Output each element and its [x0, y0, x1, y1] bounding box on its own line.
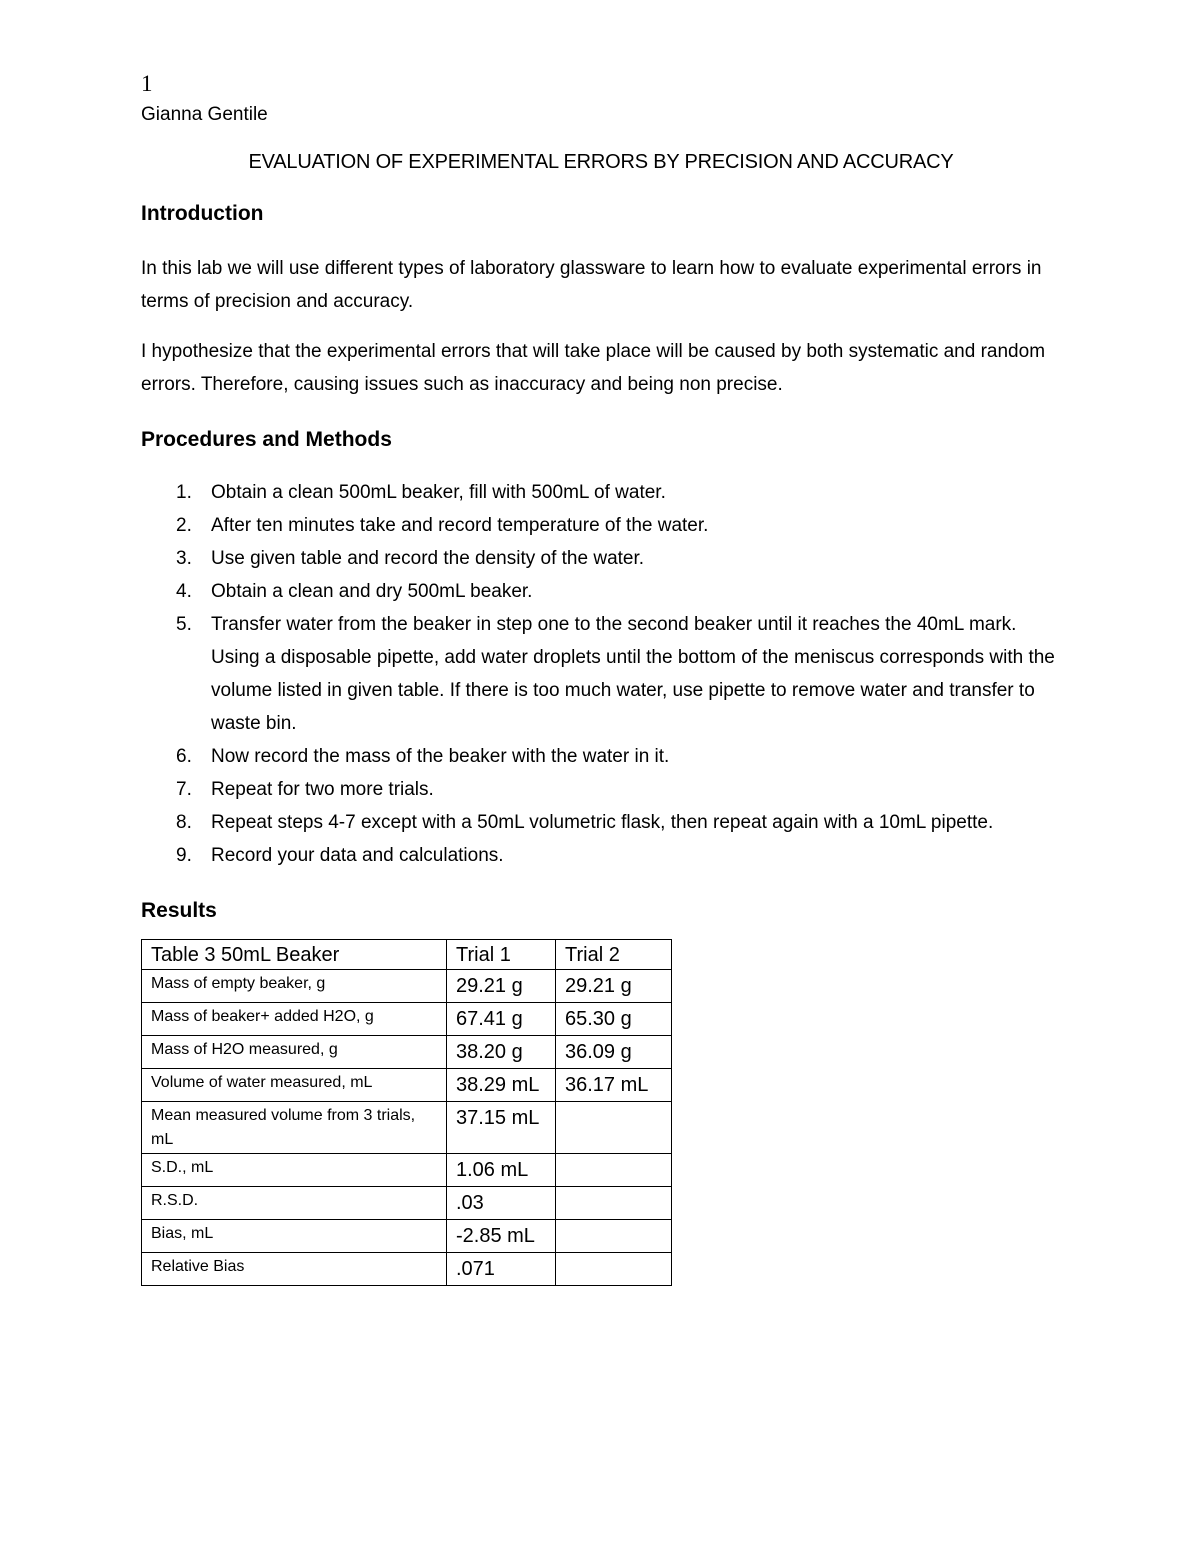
step-number: 5.: [176, 614, 192, 635]
table-cell: 38.20 g: [447, 1036, 556, 1069]
table-cell: 36.09 g: [556, 1036, 672, 1069]
table-cell: 67.41 g: [447, 1003, 556, 1036]
step-number: 2.: [176, 515, 192, 536]
table-row: [142, 1036, 672, 1069]
table-header-cell: Trial 2: [556, 940, 672, 970]
step-text: After ten minutes take and record temperature of the water.: [211, 515, 709, 536]
step-text: Repeat for two more trials.: [211, 779, 434, 800]
hypothesis-paragraph: I hypothesize that the experimental errors that will take place will be caused by both systematic and random errors. Therefore, causing issues such as inaccuracy and being non precise.: [141, 341, 1046, 395]
table-cell: [556, 1102, 672, 1154]
procedure-step: [141, 773, 1061, 806]
table-cell: .071: [447, 1253, 556, 1286]
step-number: 7.: [176, 779, 192, 800]
introduction-heading: Introduction: [141, 202, 264, 225]
author-name: Gianna Gentile: [141, 104, 268, 125]
step-number: 3.: [176, 548, 192, 569]
procedure-step: [141, 542, 1061, 575]
table-row: [142, 1154, 672, 1187]
step-number: 8.: [176, 812, 192, 833]
procedure-step: [141, 839, 1061, 872]
table-cell: 1.06 mL: [447, 1154, 556, 1187]
table-cell: [556, 1253, 672, 1286]
procedure-step: [141, 608, 1061, 740]
table-cell: R.S.D.: [142, 1187, 447, 1220]
step-text: Record your data and calculations.: [211, 845, 504, 866]
table-cell: -2.85 mL: [447, 1220, 556, 1253]
procedure-step: [141, 806, 1061, 839]
procedure-steps-list: [141, 476, 1061, 872]
table-row: [142, 970, 672, 1003]
step-text: Repeat steps 4-7 except with a 50mL volumetric flask, then repeat again with a 10mL pipette.: [211, 812, 994, 833]
results-heading: Results: [141, 899, 217, 922]
table-row: [142, 1003, 672, 1036]
step-number: 4.: [176, 581, 192, 602]
table-cell: [556, 1187, 672, 1220]
table-header-row: [142, 940, 672, 970]
document-title: EVALUATION OF EXPERIMENTAL ERRORS BY PRECISION AND ACCURACY: [248, 151, 954, 173]
procedure-step: [141, 575, 1061, 608]
table-row: [142, 1253, 672, 1286]
table-cell: 29.21 g: [556, 970, 672, 1003]
step-number: 6.: [176, 746, 192, 767]
table-row: [142, 1220, 672, 1253]
step-text: Use given table and record the density of the water.: [211, 548, 645, 569]
table-cell: Mass of beaker+ added H2O, g: [142, 1003, 447, 1036]
table-cell: Bias, mL: [142, 1220, 447, 1253]
step-number: 9.: [176, 845, 192, 866]
results-table: [141, 939, 672, 1286]
table-cell: Volume of water measured, mL: [142, 1069, 447, 1102]
table-cell: 65.30 g: [556, 1003, 672, 1036]
step-text: Obtain a clean and dry 500mL beaker.: [211, 581, 533, 602]
step-text: Transfer water from the beaker in step one to the second beaker until it reaches the 40mL mark. Using a disposable pipette, add water droplets until the bottom of the meniscus corresponds with the volume listed in given table. If there is too much water, use pipette to remove water and transfer to waste bin.: [211, 614, 1055, 734]
procedure-step: [141, 509, 1061, 542]
table-cell: 38.29 mL: [447, 1069, 556, 1102]
table-cell: .03: [447, 1187, 556, 1220]
table-cell: 29.21 g: [447, 970, 556, 1003]
step-number: 1.: [176, 482, 192, 503]
table-row: [142, 1069, 672, 1102]
table-cell: 36.17 mL: [556, 1069, 672, 1102]
introduction-paragraph: In this lab we will use different types of laboratory glassware to learn how to evaluate experimental errors in terms of precision and accuracy.: [141, 258, 1042, 312]
step-text: Now record the mass of the beaker with the water in it.: [211, 746, 670, 767]
table-row: [142, 1187, 672, 1220]
table-cell: Mass of H2O measured, g: [142, 1036, 447, 1069]
page-number: 1: [141, 71, 153, 96]
procedures-heading: Procedures and Methods: [141, 428, 392, 451]
table-row: [142, 1102, 672, 1154]
table-cell: 37.15 mL: [447, 1102, 556, 1154]
table-cell: Relative Bias: [142, 1253, 447, 1286]
table-header-cell: Trial 1: [447, 940, 556, 970]
table-cell: [556, 1154, 672, 1187]
step-text: Obtain a clean 500mL beaker, fill with 500mL of water.: [211, 482, 666, 503]
procedure-step: [141, 740, 1061, 773]
table-header-cell: Table 3 50mL Beaker: [142, 940, 447, 970]
table-cell: Mean measured volume from 3 trials, mL: [142, 1102, 447, 1154]
table-cell: S.D., mL: [142, 1154, 447, 1187]
procedure-step: [141, 476, 1061, 509]
table-cell: Mass of empty beaker, g: [142, 970, 447, 1003]
table-cell: [556, 1220, 672, 1253]
document-page: [141, 70, 1061, 1286]
